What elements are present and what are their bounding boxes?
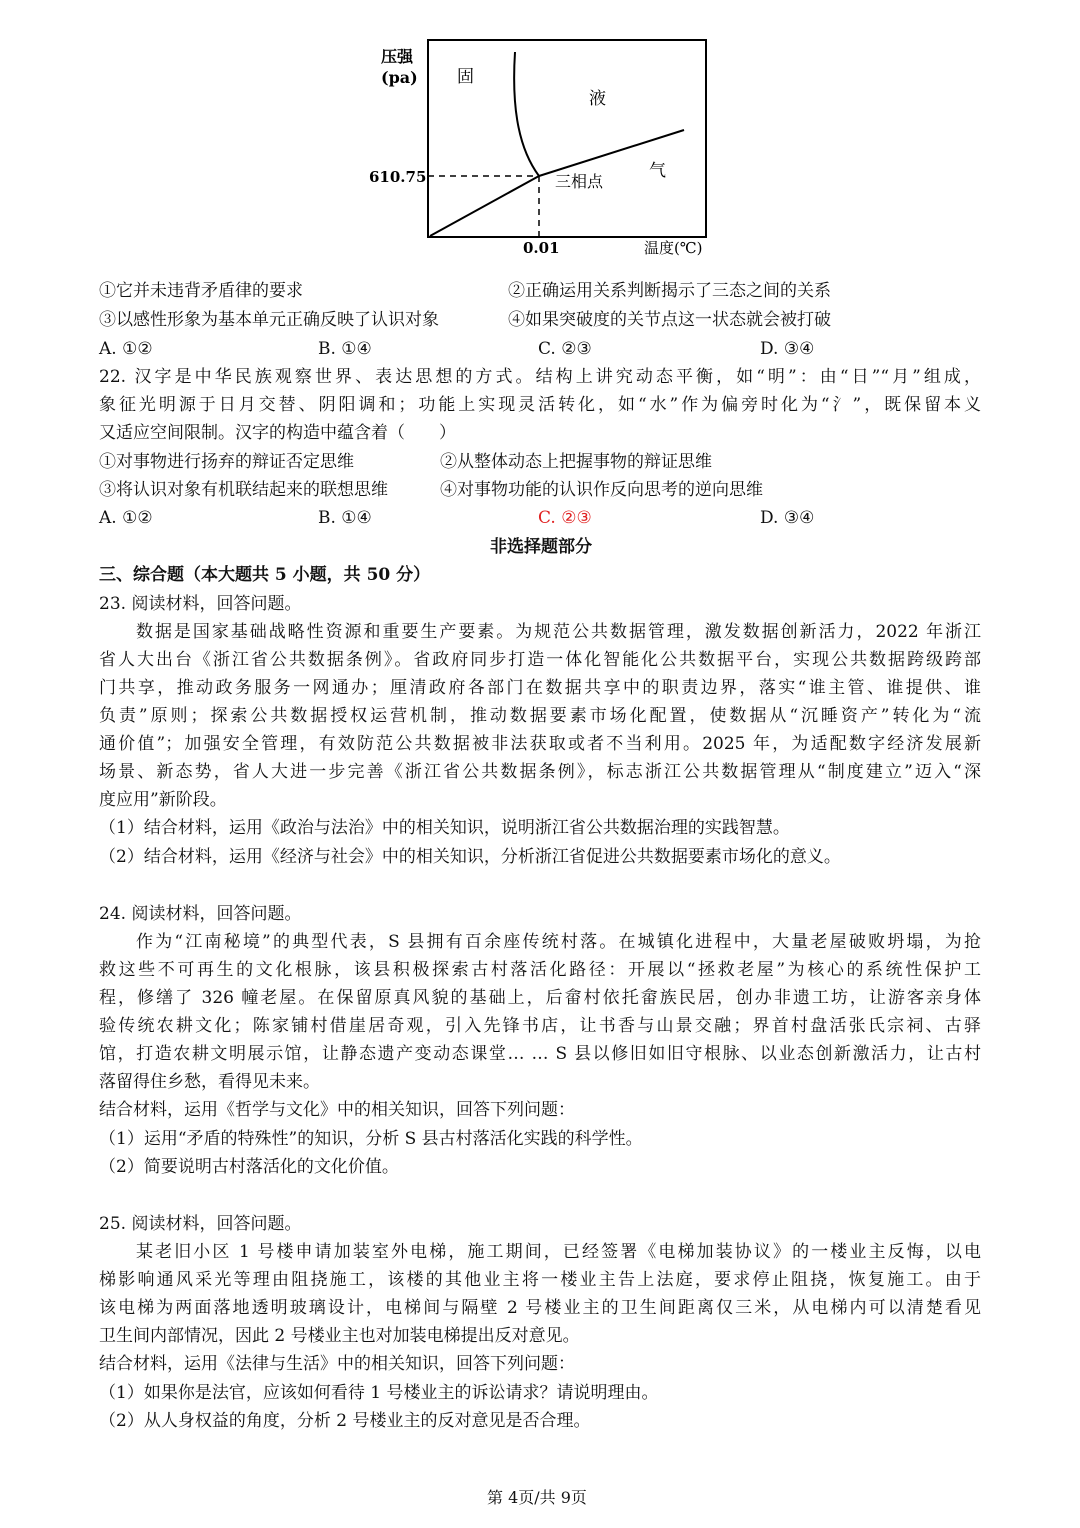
q21-choice-d: D. ③④: [760, 339, 815, 359]
q24-intro: 24. 阅读材料，回答问题。: [99, 904, 302, 924]
q23-subquestion-1: （1）结合材料，运用《政治与法治》中的相关知识，说明浙江省公共数据治理的实践智慧。: [99, 818, 790, 838]
q24-subquestion-2: （2）简要说明古村落活化的文化价值。: [99, 1157, 399, 1177]
q24-paragraph-line4: 验传统农耕文化；陈家铺村借崖居奇观，引入先锋书店，让书香与山景交融；界首村盘活张氏宗祠、古驿: [99, 1016, 981, 1036]
q25-paragraph-line2: 梯影响通风采光等理由阻挠施工，该楼的其他业主将一楼业主告上法庭，要求停止阻挠，恢复施工。由于: [99, 1270, 981, 1290]
q25-subquestion-2: （2）从人身权益的角度，分析 2 号楼业主的反对意见是否合理。: [99, 1411, 591, 1431]
q23-paragraph-line5: 通价值”；加强安全管理，有效防范公共数据被非法获取或者不当利用。2025 年，为适配数字经济发展新: [99, 734, 981, 754]
q23-subquestion-2: （2）结合材料，运用《经济与社会》中的相关知识，分析浙江省促进公共数据要素市场化的意义。: [99, 847, 841, 867]
section-heading: 三、综合题（本大题共 5 小题，共 50 分）: [99, 565, 431, 585]
y-axis-label-line2: (pa): [381, 68, 418, 87]
sublimation-line: [430, 176, 539, 236]
q22-choice-d: D. ③④: [760, 508, 815, 528]
q23-paragraph-line4: 负责”原则；探索公共数据授权运营机制，推动数据要素市场化配置，使数据从“沉睡资产”转化为“流: [99, 706, 981, 726]
q24-paragraph-line1: 作为“江南秘境”的典型代表，S 县拥有百余座传统村落。在城镇化进程中，大量老屋破败坍塌，为抢: [136, 932, 981, 952]
q22-choice-b: B. ①④: [318, 508, 372, 528]
x-value-label: 0.01: [523, 239, 560, 257]
x-axis-label: 温度(℃): [644, 239, 703, 257]
q24-paragraph-line6: 落留得住乡愁，看得见未来。: [99, 1072, 320, 1092]
q24-lead: 结合材料，运用《哲学与文化》中的相关知识，回答下列问题：: [99, 1100, 575, 1120]
q25-paragraph-line1: 某老旧小区 1 号楼申请加装室外电梯，施工期间，已经签署《电梯加装协议》的一楼业主反悔，以电: [136, 1242, 981, 1262]
region-gas-label: 气: [649, 161, 666, 181]
q24-paragraph-line2: 救这些不可再生的文化根脉，该县积极探索古村落活化路径：开展以“拯救老屋”为核心的系统性保护工: [99, 960, 981, 980]
q25-paragraph-line3: 该电梯为两面落地透明玻璃设计，电梯间与隔壁 2 号楼业主的卫生间距离仅三米，从电梯内可以清楚看见: [99, 1298, 981, 1318]
triple-point-label: 三相点: [555, 172, 604, 191]
q23-paragraph-line3: 门共享，推动政务服务一网通办；厘清政府各部门在数据共享中的职责边界，落实“谁主管、谁提供、谁: [99, 678, 981, 698]
q21-option-2: ②正确运用关系判断揭示了三态之间的关系: [508, 281, 831, 301]
section-title: 非选择题部分: [490, 537, 592, 557]
q23-paragraph-line2: 省人大出台《浙江省公共数据条例》。省政府同步打造一体化智能化公共数据平台，实现公共数据跨级跨部: [99, 650, 981, 670]
q23-intro: 23. 阅读材料，回答问题。: [99, 594, 302, 614]
region-liquid-label: 液: [589, 89, 606, 109]
q22-option-1: ①对事物进行扬弃的辩证否定思维: [99, 452, 354, 472]
q22-stem-line2: 象征光明源于日月交替、阴阳调和；功能上实现灵活转化，如“水”作为偏旁时化为“氵”，既保留本义: [99, 395, 981, 415]
q21-option-4: ④如果突破度的关节点这一状态就会被打破: [508, 310, 831, 330]
q24-paragraph-line3: 程，修缮了 326 幢老屋。在保留原真风貌的基础上，后畲村依托畲族民居，创办非遗工坊，让游客亲身体: [99, 988, 981, 1008]
q22-stem-line1: 22. 汉字是中华民族观察世界、表达思想的方式。结构上讲究动态平衡，如“明”：由“日”“月”组成，: [99, 367, 981, 387]
q22-choice-c-answer: C. ②③: [538, 508, 592, 528]
region-solid-label: 固: [457, 67, 474, 87]
q22-option-4: ④对事物功能的认识作反向思考的逆向思维: [440, 480, 763, 500]
q21-option-3: ③以感性形象为基本单元正确反映了认识对象: [99, 310, 439, 330]
y-value-label: 610.75: [369, 168, 427, 186]
page-number: 第 4页/共 9页: [487, 1488, 587, 1507]
q22-option-3: ③将认识对象有机联结起来的联想思维: [99, 480, 388, 500]
q21-choice-a: A. ①②: [99, 339, 153, 359]
q24-paragraph-line5: 馆，打造农耕文明展示馆，让静态遗产变动态课堂… … S 县以修旧如旧守根脉、以业态创新激活力，让古村: [99, 1044, 981, 1064]
q24-subquestion-1: （1）运用“矛盾的特殊性”的知识，分析 S 县古村落活化实践的科学性。: [99, 1129, 643, 1149]
q25-subquestion-1: （1）如果你是法官，应该如何看待 1 号楼业主的诉讼请求？请说明理由。: [99, 1383, 659, 1403]
y-axis-label-line1: 压强: [381, 47, 414, 66]
q21-option-1: ①它并未违背矛盾律的要求: [99, 281, 303, 301]
phase-diagram: [0, 0, 1080, 270]
q23-paragraph-line1: 数据是国家基础战略性资源和重要生产要素。为规范公共数据管理，激发数据创新活力，2022 年浙江: [136, 622, 981, 642]
q25-lead: 结合材料，运用《法律与生活》中的相关知识，回答下列问题：: [99, 1354, 575, 1374]
q23-paragraph-line7: 度应用”新阶段。: [99, 790, 227, 810]
q22-choice-a: A. ①②: [99, 508, 153, 528]
q21-choice-b: B. ①④: [318, 339, 372, 359]
q25-paragraph-line4: 卫生间内部情况，因此 2 号楼业主也对加装电梯提出反对意见。: [99, 1326, 580, 1346]
q22-stem-line3: 又适应空间限制。汉字的构造中蕴含着（ ）: [99, 423, 456, 443]
q21-choice-c: C. ②③: [538, 339, 592, 359]
q23-paragraph-line6: 场景、新态势，省人大进一步完善《浙江省公共数据条例》，标志浙江公共数据管理从“制度建立”迈入“深: [99, 762, 981, 782]
solid-liquid-curve: [514, 52, 539, 176]
q25-intro: 25. 阅读材料，回答问题。: [99, 1214, 302, 1234]
q22-option-2: ②从整体动态上把握事物的辩证思维: [440, 452, 712, 472]
